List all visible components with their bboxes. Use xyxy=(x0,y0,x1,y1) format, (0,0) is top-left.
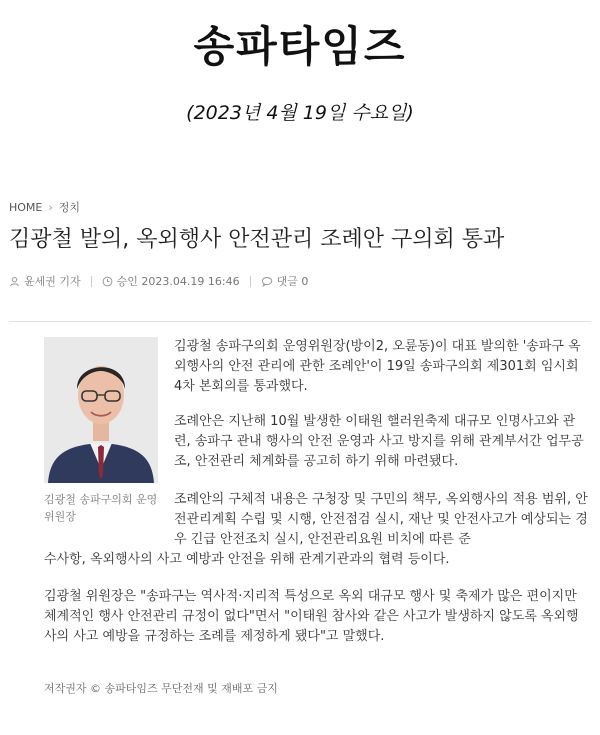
meta-divider xyxy=(91,276,92,287)
person-icon xyxy=(9,276,20,287)
article-meta xyxy=(9,273,308,289)
meta-approved xyxy=(102,273,240,289)
article-paragraph: 김광철 위원장은 "송파구는 역사적·지리적 특성으로 옥외 대규모 행사 및 축제가 많은 편이지만 체계적인 행사 안전관리 규정이 없다"면서 "이태원 참사와 같은 사고가 발생하지 않도록 옥외행사의 사고 예방을 규정하는 조례를 제정하게 됐다"고 말했다. xyxy=(44,589,579,644)
issue-date: (2023년 4월 19일 수요일) xyxy=(186,102,414,124)
article-headline: 김광철 발의, 옥외행사 안전관리 조례안 구의회 통과 xyxy=(9,227,505,252)
article-paragraph: 조례안의 구체적 내용은 구청장 및 구민의 책무, 옥외행사의 적용 범위, 안전관리계획 수립 및 시행, 안전점검 실시, 재난 및 안전사고가 예상되는 경우 긴급 안전조치 실시, 안전관리요원 비치에 따른 준 xyxy=(174,492,588,547)
photo-caption: 김광철 송파구의회 운영위원장 xyxy=(44,493,158,523)
meta-comments[interactable] xyxy=(261,273,309,289)
breadcrumb-home[interactable]: HOME xyxy=(9,201,43,214)
article-paragraph: 김광철 송파구의회 운영위원장(방이2, 오륜동)이 대표 발의한 '송파구 옥외행사의 안전 관리에 관한 조례안'이 19일 송파구의회 제301회 임시회 4차 본회의를 통과했다. xyxy=(174,339,581,394)
clock-icon xyxy=(102,276,113,287)
article-paragraph-continued: 수사항, 옥외행사의 사고 예방과 안전을 위해 관계기관과의 협력 등이다. xyxy=(44,552,450,567)
copyright-notice: 저작권자 © 송파타임즈 무단전재 및 재배포 금지 xyxy=(44,682,278,695)
author-name: 윤세권 기자 xyxy=(24,275,81,288)
header-divider xyxy=(9,321,591,322)
meta-author xyxy=(9,273,81,289)
meta-divider xyxy=(250,276,251,287)
masthead: 송파타임즈 xyxy=(193,22,407,71)
comment-count[interactable]: 댓글 0 xyxy=(276,275,309,288)
approved-time: 승인 2023.04.19 16:46 xyxy=(116,275,240,288)
comment-icon xyxy=(261,276,273,287)
breadcrumb xyxy=(9,199,80,215)
article-photo xyxy=(44,337,158,483)
article-paragraph: 조례안은 지난해 10월 발생한 이태원 핼러윈축제 대규모 인명사고와 관련, 송파구 관내 행사의 안전 운영과 사고 방지를 위해 관계부서간 업무공조, 안전관리 체계화를 공고히 하기 위해 마련됐다. xyxy=(174,414,584,469)
chevron-right-icon: › xyxy=(48,201,53,214)
portrait-image xyxy=(44,337,158,483)
breadcrumb-category[interactable]: 정치 xyxy=(58,201,81,214)
